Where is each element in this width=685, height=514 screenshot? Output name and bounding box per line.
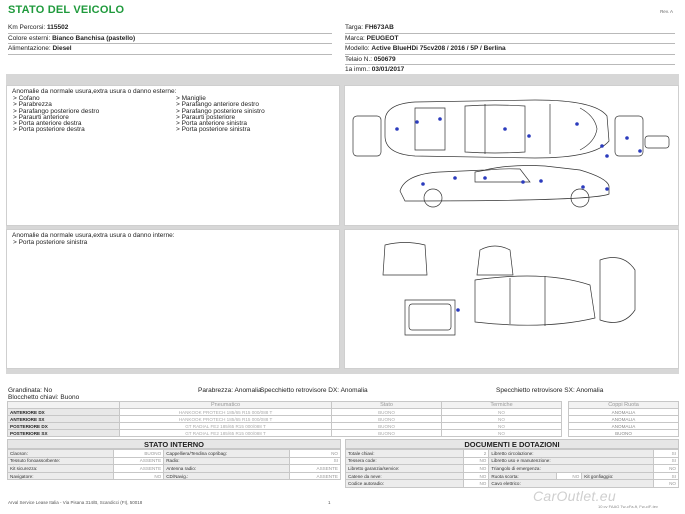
- info-row-targa: [345, 23, 675, 34]
- revision-label: Rev. A: [660, 9, 673, 14]
- summary-specchietto-sx: Specchietto retrovisore SX: Anomalia: [496, 387, 604, 394]
- table-row: [569, 423, 679, 430]
- field-label: Triangolo di emergenza:: [489, 465, 654, 473]
- footer-page-number: 1: [328, 500, 331, 505]
- list-item: > Parafango posteriore sinistro: [176, 107, 265, 115]
- field-value: SI: [653, 450, 678, 458]
- list-item: > Paraurti posteriore: [176, 113, 236, 121]
- table-header: Termiche: [442, 402, 562, 409]
- summary-specchietto-dx: Specchietto retrovisore DX: Anomalia: [260, 387, 368, 394]
- exterior-damage-col-2: [176, 96, 339, 134]
- table-row: [569, 416, 679, 423]
- field-value: NO: [653, 480, 678, 488]
- tyre-state: BUONO: [332, 416, 442, 423]
- list-item: > Porta posteriore sinistra: [13, 239, 88, 246]
- info-label: Marca:: [345, 34, 367, 42]
- table-row: [346, 457, 679, 465]
- info-row-alimentazione: [8, 44, 332, 55]
- list-item: > Parafango posteriore destro: [13, 107, 100, 115]
- car-interior-diagram-image: [345, 230, 678, 368]
- field-label: Codice autoradio:: [346, 480, 464, 488]
- list-item: > Porta posteriore destra: [13, 126, 85, 134]
- field-value: SI: [653, 472, 678, 480]
- table-header-row: [8, 402, 562, 409]
- tyre-model: GT RADIAL FE2 185/65 R15 000/088 T: [120, 430, 332, 437]
- interior-damage-list: [7, 240, 339, 246]
- info-label: Targa:: [345, 24, 365, 31]
- summary-grandinata: Grandinata: No: [8, 387, 53, 394]
- field-label: CD/Navig.:: [164, 472, 290, 480]
- field-label: Libretto circolazione:: [489, 450, 654, 458]
- info-value: Active BlueHDi 75cv208 / 2016 / 5P / Berlina: [371, 45, 506, 52]
- field-label: Kit gonfiaggio:: [582, 472, 654, 480]
- field-label: Libretto garanzia/service:: [346, 465, 464, 473]
- tyre-state: BUONO: [332, 423, 442, 430]
- stato-interno-table: [7, 449, 341, 480]
- field-value: NO: [464, 457, 489, 465]
- info-value: 115502: [47, 24, 69, 31]
- tyre-position: POSTERIORE SX: [8, 430, 120, 437]
- rims-table: [568, 401, 679, 437]
- field-value: NO: [653, 465, 678, 473]
- list-item: > Porta posteriore sinistra: [176, 126, 251, 134]
- tyre-model: HANKOOK PROTECH 185/65 R15 000/088 T: [120, 409, 332, 416]
- info-label: Alimentazione:: [8, 45, 53, 52]
- vehicle-info-left: [8, 23, 332, 55]
- field-label: Navigatore:: [8, 472, 114, 480]
- field-value: NO: [557, 472, 582, 480]
- info-value: FH673AB: [364, 24, 394, 31]
- table-row: [8, 423, 562, 430]
- info-row-marca: [345, 34, 675, 45]
- field-label: Ruota scorta:: [489, 472, 557, 480]
- documenti-table: [345, 449, 679, 488]
- field-value: SI: [290, 457, 341, 465]
- documenti-title: DOCUMENTI E DOTAZIONI: [345, 439, 679, 449]
- info-row-km: [8, 23, 332, 34]
- tyre-model: HANKOOK PROTECH 185/65 R15 000/088 T: [120, 416, 332, 423]
- list-item: > Paraurti anteriore: [13, 113, 69, 121]
- info-label: Km Percorsi:: [8, 24, 48, 31]
- field-value: NO: [464, 480, 489, 488]
- table-row: [346, 450, 679, 458]
- interior-car-diagram: [344, 229, 679, 369]
- interior-damage-markers: [456, 308, 460, 312]
- table-row: [346, 480, 679, 488]
- table-row: [569, 409, 679, 416]
- field-label: Kit sicurezza:: [8, 465, 114, 473]
- info-row-modello: [345, 44, 675, 55]
- info-label: Telaio N.:: [345, 55, 374, 63]
- table-header: [8, 402, 120, 409]
- info-value: Bianco Banchisa (pastello): [52, 34, 136, 42]
- info-value: PEUGEOT: [366, 34, 399, 42]
- field-label: Cavo elettrico:: [489, 480, 654, 488]
- table-row: [8, 457, 341, 465]
- tyre-termiche: NO: [442, 416, 562, 423]
- tyre-termiche: NO: [442, 430, 562, 437]
- list-item: > Cofano: [13, 95, 40, 102]
- vehicle-info-right: [345, 23, 675, 76]
- tyre-state: BUONO: [332, 409, 442, 416]
- field-label: Tessera code:: [346, 457, 464, 465]
- list-item: > Parafango anteriore destro: [176, 101, 259, 109]
- list-item: > Maniglie: [176, 95, 206, 102]
- interior-damage-col: [13, 240, 181, 246]
- field-label: Catene da neve:: [346, 472, 464, 480]
- rim-state: ANOMALIA: [569, 423, 679, 430]
- tyre-position: ANTERIORE SX: [8, 416, 120, 423]
- table-row: [346, 465, 679, 473]
- field-value: ASSENTE: [290, 472, 341, 480]
- exterior-car-diagram: [344, 85, 679, 226]
- stato-interno-title: STATO INTERNO: [7, 439, 341, 449]
- table-header: Stato: [332, 402, 442, 409]
- summary-line-1: [8, 387, 678, 394]
- footer-code: 10 cv FAAG Tw-cFa-ft, Fw-ciF-tev: [598, 504, 658, 509]
- table-header: Pneumatico: [120, 402, 332, 409]
- exterior-damage-list: [7, 96, 339, 134]
- summary-parabrezza: Parabrezza: Anomalia: [198, 387, 262, 394]
- field-label: Clacson:: [8, 450, 114, 458]
- field-value: ASSENTE: [290, 465, 341, 473]
- tyre-table: [7, 401, 562, 437]
- watermark-logo: CarOutlet.eu: [533, 488, 616, 504]
- table-row: [8, 430, 562, 437]
- table-row: [8, 450, 341, 458]
- rim-state: ANOMALIA: [569, 416, 679, 423]
- info-value: 050679: [373, 55, 396, 63]
- list-item: > Porta anteriore sinistra: [176, 120, 247, 128]
- table-row: [8, 409, 562, 416]
- info-label: Modello:: [345, 45, 372, 52]
- field-label: Radio:: [164, 457, 290, 465]
- exterior-damage-panel: [6, 85, 340, 226]
- exterior-damage-heading: Anomalie da normale usura,extra usura o danno esterne:: [12, 88, 177, 95]
- footer-company: Arval Service Lease Italia - Via Pisana 314/B, Scandicci (FI), 50018: [8, 500, 143, 505]
- field-value: ASSENTE: [113, 465, 164, 473]
- field-label: Totale chiavi:: [346, 450, 464, 458]
- table-row: [8, 416, 562, 423]
- field-label: Libretto uso e manutenzione:: [489, 457, 654, 465]
- info-row-colore: [8, 34, 332, 45]
- field-value: NO: [464, 472, 489, 480]
- damage-markers: [395, 117, 642, 191]
- info-label: Colore esterni:: [8, 34, 53, 42]
- summary-blocchetto: Blocchetto chiavi: Buono: [8, 394, 80, 401]
- field-value: NO: [290, 450, 341, 458]
- table-row: [569, 430, 679, 437]
- interior-damage-heading: Anomalie da normale usura,extra usura o danno interne:: [12, 232, 175, 239]
- page-title: STATO DEL VEICOLO: [8, 4, 125, 16]
- field-value: SI: [653, 457, 678, 465]
- list-item: > Porta anteriore destra: [13, 120, 82, 128]
- table-row: [8, 465, 341, 473]
- field-value: NO: [113, 472, 164, 480]
- info-label: 1a imm.:: [345, 66, 372, 73]
- car-exterior-diagram-image: [345, 86, 678, 225]
- table-header: Coppi Ruota: [569, 402, 679, 409]
- tyre-termiche: NO: [442, 423, 562, 430]
- tyre-position: POSTERIORE DX: [8, 423, 120, 430]
- field-label: Antenna radio:: [164, 465, 290, 473]
- info-value: Diesel: [52, 45, 72, 52]
- rim-state: BUONO: [569, 430, 679, 437]
- field-label: Tessuto fonoassorbente:: [8, 457, 114, 465]
- field-value: 2: [464, 450, 489, 458]
- tyre-state: BUONO: [332, 430, 442, 437]
- table-row: [8, 472, 341, 480]
- table-header-row: [569, 402, 679, 409]
- interior-damage-panel: [6, 229, 340, 369]
- tyre-termiche: NO: [442, 409, 562, 416]
- info-value: 03/01/2017: [371, 66, 405, 73]
- field-value: ASSENTE: [113, 457, 164, 465]
- footer: [8, 500, 331, 505]
- tyre-model: GT RADIAL FE2 185/65 R15 000/088 T: [120, 423, 332, 430]
- field-value: BUONO: [113, 450, 164, 458]
- rim-state: ANOMALIA: [569, 409, 679, 416]
- list-item: > Parabrezza: [13, 101, 52, 109]
- info-row-telaio: [345, 55, 675, 66]
- table-row: [346, 472, 679, 480]
- exterior-damage-col-1: [13, 96, 176, 134]
- field-value: NO: [464, 465, 489, 473]
- tyre-position: ANTERIORE DX: [8, 409, 120, 416]
- field-label: Cappelliera/Tendina copribag:: [164, 450, 290, 458]
